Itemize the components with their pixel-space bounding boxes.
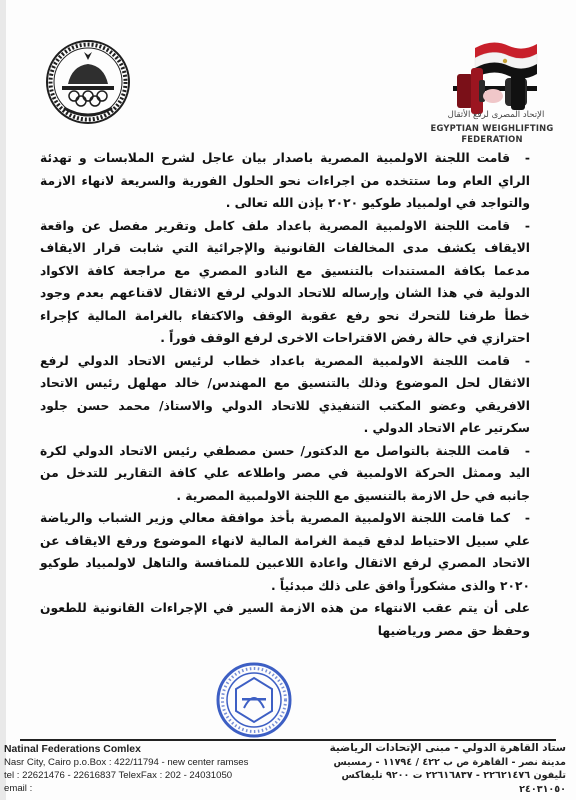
page-edge-shadow [0, 0, 6, 800]
closing-paragraph: على أن يتم عقب الانتهاء من هذه الازمة السير في الإجراءات القانونية للطعون وحفظ حق مصر ورياضيها [40, 601, 530, 638]
paragraph-5: -كما قامت اللجنة الاولمبية المصرية بأخذ موافقة معالي وزير الشباب والرياضة علي سبيل الاحتياط لدفع قيمة الغرامة المالية لانهاء الموضوع ورفع الايقاف عن الاتحاد المصري لرفع الاثقال واعادة اللاعبين للمنافسة والتاهل لاولمبياد طوكيو ٢٠٢٠ والذى مشكوراً وافق على ذلك مبدئياً . [40, 511, 530, 593]
footer-address-ar: ستاد القاهرة الدولي - مبنى الإتحادات الرياضية مدينة نصر - القاهرة ص ب ٤٢٢ / ١١٧٩٤ - رمسيس تليفون ٢٢٦٢١٤٧٦ - ٢٢٦١٦٨٣٧ ت ٩٢٠٠ تليفاكس ٢٤٠٣١٠٥٠ [329, 742, 566, 795]
olympic-committee-logo [44, 38, 132, 126]
paragraph-1: -قامت اللجنة الاولمبية المصرية باصدار بيان عاجل لشرح الملابسات و تهدئة الراي العام وما ستتخده من اجراءات نحو الحلول الفورية والسريعة لانهاء الازمة والتواجد في اولمبياد طوكيو ٢٠٢٠ بإذن الله تعالى . [40, 151, 530, 210]
paragraph-3: -قامت اللجنة الاولمبية المصرية باعداد خطاب لرئيس الاتحاد الدولي لرفع الاثقال لحل الموضوع وذلك بالتنسيق مع المهندس/ خالد مهلهل رئيس الاتحاد الافريقي وعضو المكتب التنفيذي للاتحاد الدولي والاستاذ/ محمد حسن جلود سكرتير عام الاتحاد الدولي . [40, 353, 530, 435]
letter-body [40, 147, 530, 642]
footer-divider [20, 739, 556, 741]
federation-name-ar: الإتحاد المصرى لرفع الأثقال [447, 110, 545, 120]
paragraph-4: -قامت اللجنة بالتواصل مع الدكتور/ حسن مصطفي رئيس الاتحاد الدولي لكرة اليد وممثل الحركة الاولمبية في مصر واطلاعه علي كافة التقارير للتدخل من جانبه في حل الازمة بالتنسيق مع اللجنة الاولمبية المصرية . [40, 443, 530, 503]
official-stamp [214, 660, 294, 740]
federation-name-en: EGYPTIAN WEIGHLIFTING FEDERATION [430, 123, 554, 144]
paragraph-2: -قامت اللجنة الاولمبية المصرية باعداد ملف كامل وتقرير مفصل عن واقعة الايقاف يكشف مدى المخالفات القانونية والإجرائية التي شابت قرار الايقاف مدعما بكافة المستندات بالتنسيق مع النادو المصري مع مراجعة كافة الاكواد الدولية في هذا الشان وإرساله للاتحاد الدولي لرفع الاثقال لاقناعهم بعدم وجود خطأ طرفنا للتحرك نحو رفع عقوبة الوقف والاكتفاء بالغرامة المالية كإجراء احترازي في حالة رفض الاقتراحات الاخرى لرفع الوقف فوراً . [40, 218, 530, 345]
footer-address-en: Natinal Federations Comlex Nasr City, Cairo p.o.Box : 422/11794 - new center ramses tel : 22621476 - 22616837 TelexFax : 202 - 24031050 email : [4, 744, 249, 794]
